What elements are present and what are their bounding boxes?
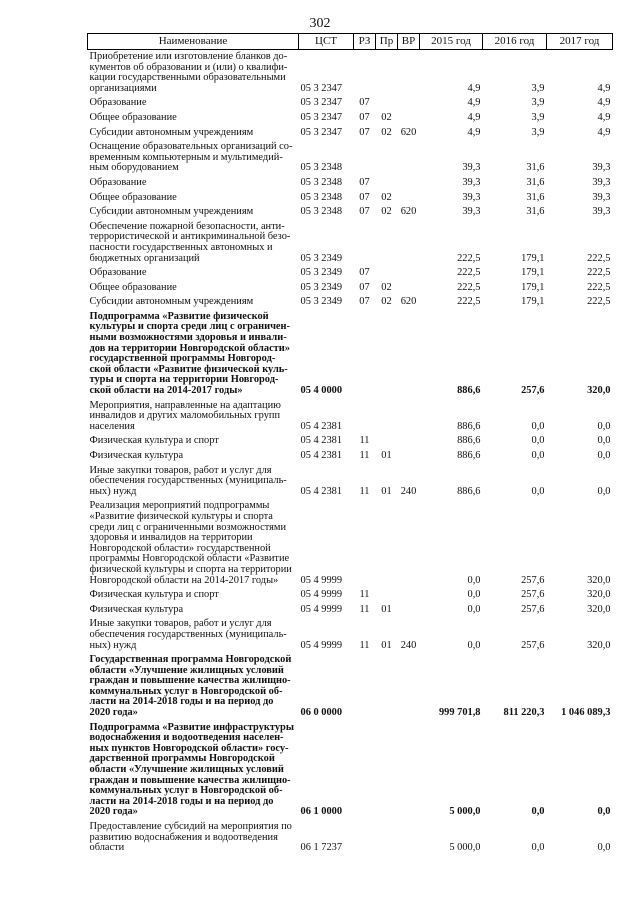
row-rz: 07 bbox=[359, 206, 370, 218]
row-2015: 222,5 bbox=[457, 252, 481, 264]
row-vr bbox=[398, 449, 420, 464]
row-pr bbox=[376, 176, 398, 191]
row-cst: 05 3 2349 bbox=[300, 252, 343, 264]
row-pr bbox=[376, 50, 398, 97]
row-2017: 0,0 bbox=[597, 842, 611, 854]
row-vr: 240 bbox=[400, 639, 417, 651]
row-2015: 222,5 bbox=[457, 281, 481, 293]
table-row bbox=[88, 191, 613, 206]
row-rz bbox=[354, 50, 376, 97]
row-2016: 811 220,3 bbox=[503, 707, 545, 719]
table-row bbox=[88, 126, 613, 141]
row-2016: 31,6 bbox=[526, 176, 545, 188]
table-row bbox=[88, 176, 613, 191]
row-2017: 1 046 089,3 bbox=[561, 707, 611, 719]
row-pr: 02 bbox=[381, 206, 392, 218]
row-2017: 320,0 bbox=[587, 385, 611, 397]
row-2017: 222,5 bbox=[587, 267, 611, 279]
row-pr bbox=[376, 653, 398, 721]
table-row bbox=[88, 449, 613, 464]
row-name: Образование bbox=[89, 267, 147, 279]
row-2015: 886,6 bbox=[457, 450, 481, 461]
row-2017: 0,0 bbox=[597, 435, 611, 447]
row-cst: 05 4 0000 bbox=[300, 385, 343, 397]
row-rz bbox=[354, 399, 376, 435]
row-vr bbox=[398, 434, 420, 449]
row-pr: 02 bbox=[381, 111, 392, 123]
row-name: Подпрограмма «Развитие физической культуры и спорта среди лиц с ограничен-ными возможностями здоровья и инвали-дов на территории Новгородской области» государственной программы Новгород-ской области «Развитие физической куль-туры и спорта на территории Новгород-ской области на 2014-2017 годы» bbox=[89, 310, 290, 397]
row-cst: 05 3 2348 bbox=[300, 191, 343, 203]
row-2017: 222,5 bbox=[587, 252, 611, 264]
row-rz: 11 bbox=[359, 589, 370, 601]
table-body bbox=[88, 50, 613, 856]
row-2016: 0,0 bbox=[531, 435, 545, 447]
row-2016: 257,6 bbox=[521, 589, 545, 601]
row-2016: 179,1 bbox=[521, 267, 545, 279]
page-number: 302 bbox=[309, 16, 331, 31]
row-rz: 07 bbox=[359, 126, 370, 138]
row-vr bbox=[398, 220, 420, 266]
row-rz: 07 bbox=[359, 296, 370, 308]
row-rz: 11 bbox=[359, 485, 370, 497]
row-cst: 05 3 2347 bbox=[300, 111, 343, 123]
row-vr: 240 bbox=[400, 485, 417, 497]
table-row bbox=[88, 205, 613, 220]
row-cst: 05 3 2347 bbox=[300, 126, 343, 138]
table-row bbox=[88, 266, 613, 281]
row-rz: 07 bbox=[359, 267, 370, 279]
row-rz: 07 bbox=[359, 191, 370, 203]
row-pr: 01 bbox=[381, 639, 392, 651]
row-2016: 0,0 bbox=[531, 842, 545, 854]
row-2016: 179,1 bbox=[521, 296, 545, 308]
row-rz: 11 bbox=[359, 450, 370, 461]
row-name: Физическая культура и спорт bbox=[89, 589, 219, 601]
row-name: Субсидии автономным учреждениям bbox=[89, 126, 254, 138]
row-2015: 39,3 bbox=[462, 162, 481, 174]
row-2016: 31,6 bbox=[526, 206, 545, 218]
row-pr: 01 bbox=[381, 485, 392, 497]
table-row bbox=[88, 653, 613, 721]
row-cst: 05 4 9999 bbox=[300, 574, 343, 586]
row-rz bbox=[354, 310, 376, 399]
row-2017: 4,9 bbox=[597, 97, 611, 109]
table-row bbox=[88, 499, 613, 588]
row-2017: 0,0 bbox=[597, 806, 611, 818]
row-vr bbox=[398, 399, 420, 435]
row-2016: 31,6 bbox=[526, 191, 545, 203]
row-cst: 05 4 9999 bbox=[300, 589, 343, 601]
row-vr bbox=[398, 653, 420, 721]
row-vr bbox=[398, 191, 420, 206]
row-vr bbox=[398, 266, 420, 281]
table-row bbox=[88, 140, 613, 176]
row-2015: 4,9 bbox=[467, 82, 481, 94]
row-vr bbox=[398, 281, 420, 296]
row-name: Общее образование bbox=[89, 191, 177, 203]
table-row bbox=[88, 96, 613, 111]
row-pr: 01 bbox=[381, 603, 392, 615]
row-2015: 39,3 bbox=[462, 191, 481, 203]
row-pr bbox=[376, 140, 398, 176]
row-2016: 3,9 bbox=[531, 97, 545, 109]
row-cst: 05 3 2348 bbox=[300, 206, 343, 218]
budget-table bbox=[87, 33, 613, 856]
row-2015: 4,9 bbox=[467, 111, 481, 123]
row-cst: 05 3 2348 bbox=[300, 176, 343, 188]
table-header-row bbox=[88, 34, 613, 50]
row-2016: 257,6 bbox=[521, 639, 545, 651]
row-2015: 39,3 bbox=[462, 206, 481, 218]
row-cst: 05 4 2381 bbox=[300, 485, 343, 497]
header-2017: 2017 год bbox=[547, 34, 613, 50]
row-pr: 01 bbox=[381, 450, 392, 461]
row-rz: 07 bbox=[359, 97, 370, 109]
row-pr bbox=[376, 820, 398, 856]
table-row bbox=[88, 464, 613, 500]
table-row bbox=[88, 50, 613, 97]
row-cst: 05 3 2349 bbox=[300, 296, 343, 308]
row-2016: 179,1 bbox=[521, 281, 545, 293]
row-2016: 31,6 bbox=[526, 162, 545, 174]
row-cst: 05 4 2381 bbox=[300, 435, 343, 447]
row-name: Приобретение или изготовление бланков до-кументов об образовании и (или) о квалифи-кации государственными образовательными организациями bbox=[89, 51, 288, 94]
row-2017: 0,0 bbox=[597, 420, 611, 432]
row-2017: 39,3 bbox=[592, 162, 611, 174]
row-2017: 222,5 bbox=[587, 296, 611, 308]
row-2017: 4,9 bbox=[597, 126, 611, 138]
row-name: Подпрограмма «Развитие инфраструктуры водоснабжения и водоотведения населен-ных пунктов Новгородской области» госу-дарственной программы Новгородской области «Улучшение жилищных условий граждан и повышение качества жилищно-коммунальных услуг в Новгородской об-ласти на 2014-2018 годы и на период до 2020 года» bbox=[89, 721, 294, 818]
table-row bbox=[88, 588, 613, 603]
row-vr bbox=[398, 176, 420, 191]
table-row bbox=[88, 399, 613, 435]
table-row bbox=[88, 220, 613, 266]
table-row bbox=[88, 310, 613, 399]
row-cst: 06 0 0000 bbox=[300, 707, 343, 719]
row-vr: 620 bbox=[400, 126, 417, 138]
row-2015: 886,6 bbox=[457, 420, 481, 432]
row-rz bbox=[354, 820, 376, 856]
row-2017: 4,9 bbox=[597, 82, 611, 94]
row-pr bbox=[376, 399, 398, 435]
row-2015: 0,0 bbox=[467, 639, 481, 651]
row-name: Государственная программа Новгородской области «Улучшение жилищных условий граждан и повышение качества жилищно-коммунальных услуг в Новгородской об-ласти на 2014-2018 годы и на период до 2020 года» bbox=[89, 654, 292, 719]
row-name: Иные закупки товаров, работ и услуг для обеспечения государственных (муниципаль-ных) нужд bbox=[89, 464, 287, 497]
row-cst: 05 3 2347 bbox=[300, 97, 343, 109]
table-row bbox=[88, 617, 613, 653]
row-cst: 05 3 2347 bbox=[300, 82, 343, 94]
row-2016: 257,6 bbox=[521, 574, 545, 586]
row-rz bbox=[354, 653, 376, 721]
row-2015: 886,6 bbox=[457, 435, 481, 447]
row-rz: 11 bbox=[359, 603, 370, 615]
row-2017: 0,0 bbox=[597, 450, 611, 461]
row-name: Физическая культура bbox=[89, 603, 184, 615]
row-2017: 222,5 bbox=[587, 281, 611, 293]
row-rz bbox=[354, 220, 376, 266]
table-row bbox=[88, 111, 613, 126]
row-name: Образование bbox=[89, 97, 147, 109]
row-vr bbox=[398, 111, 420, 126]
row-pr: 02 bbox=[381, 126, 392, 138]
row-2015: 222,5 bbox=[457, 296, 481, 308]
row-name: Оснащение образовательных организаций со-временным компьютерным и мультимедий-ным оборудованием bbox=[89, 141, 293, 174]
table-row bbox=[88, 281, 613, 296]
row-pr bbox=[376, 499, 398, 588]
row-2017: 39,3 bbox=[592, 176, 611, 188]
row-pr bbox=[376, 266, 398, 281]
row-2015: 222,5 bbox=[457, 267, 481, 279]
row-2017: 320,0 bbox=[587, 589, 611, 601]
row-vr bbox=[398, 140, 420, 176]
row-pr bbox=[376, 434, 398, 449]
header-2016: 2016 год bbox=[483, 34, 547, 50]
row-cst: 05 3 2349 bbox=[300, 267, 343, 279]
row-vr bbox=[398, 588, 420, 603]
row-2016: 3,9 bbox=[531, 82, 545, 94]
row-2017: 39,3 bbox=[592, 191, 611, 203]
row-rz bbox=[354, 499, 376, 588]
row-vr bbox=[398, 310, 420, 399]
row-vr bbox=[398, 820, 420, 856]
row-2017: 4,9 bbox=[597, 111, 611, 123]
row-pr bbox=[376, 721, 398, 820]
row-2016: 179,1 bbox=[521, 252, 545, 264]
row-2015: 0,0 bbox=[467, 603, 481, 615]
header-vr: ВР bbox=[398, 34, 420, 50]
row-name: Иные закупки товаров, работ и услуг для обеспечения государственных (муниципаль-ных) нужд bbox=[89, 618, 287, 651]
row-cst: 06 1 0000 bbox=[300, 806, 343, 818]
row-2017: 39,3 bbox=[592, 206, 611, 218]
row-rz: 07 bbox=[359, 176, 370, 188]
row-2016: 3,9 bbox=[531, 126, 545, 138]
row-2016: 0,0 bbox=[531, 450, 545, 461]
row-2017: 320,0 bbox=[587, 639, 611, 651]
row-2015: 886,6 bbox=[457, 385, 481, 397]
row-name: Субсидии автономным учреждениям bbox=[89, 206, 254, 218]
row-vr bbox=[398, 721, 420, 820]
row-2015: 0,0 bbox=[467, 574, 481, 586]
row-cst: 05 3 2349 bbox=[300, 281, 343, 293]
row-pr bbox=[376, 96, 398, 111]
row-pr bbox=[376, 588, 398, 603]
row-name: Субсидии автономным учреждениям bbox=[89, 296, 254, 308]
table-row bbox=[88, 295, 613, 310]
row-name: Реализация мероприятий подпрограммы «Развитие физической культуры и спорта среди лиц с ограниченными возможностями здоровья и инвалидов на территории Новгородской области» государственной программы Новгородской области «Развитие физической культуры и спорта на территории Новгородской области на 2014-2017 годы» bbox=[89, 500, 292, 586]
row-cst: 05 4 9999 bbox=[300, 639, 343, 651]
header-name: Наименование bbox=[88, 34, 299, 50]
row-2017: 320,0 bbox=[587, 574, 611, 586]
row-2016: 0,0 bbox=[531, 485, 545, 497]
row-pr: 02 bbox=[381, 191, 392, 203]
row-cst: 05 3 2348 bbox=[300, 162, 343, 174]
row-name: Образование bbox=[89, 176, 147, 188]
row-pr bbox=[376, 220, 398, 266]
row-name: Обеспечение пожарной безопасности, анти-террористической и антикриминальной безо-пасности государственных автономных и бюджетных организаций bbox=[89, 220, 291, 264]
row-pr: 02 bbox=[381, 296, 392, 308]
row-2015: 5 000,0 bbox=[449, 806, 481, 818]
row-2015: 4,9 bbox=[467, 126, 481, 138]
row-pr bbox=[376, 310, 398, 399]
header-pr: Пр bbox=[376, 34, 398, 50]
row-2015: 5 000,0 bbox=[449, 842, 481, 854]
row-2016: 3,9 bbox=[531, 111, 545, 123]
row-2015: 886,6 bbox=[457, 485, 481, 497]
row-name: Общее образование bbox=[89, 281, 177, 293]
row-vr bbox=[398, 499, 420, 588]
row-2016: 0,0 bbox=[531, 806, 545, 818]
row-name: Физическая культура bbox=[89, 450, 184, 461]
row-vr bbox=[398, 96, 420, 111]
row-2016: 257,6 bbox=[521, 385, 545, 397]
row-2015: 4,9 bbox=[467, 97, 481, 109]
row-2017: 0,0 bbox=[597, 485, 611, 497]
row-cst: 05 4 2381 bbox=[300, 420, 343, 432]
row-name: Мероприятия, направленные на адаптацию инвалидов и других маломобильных групп населения bbox=[89, 399, 281, 432]
row-name: Физическая культура и спорт bbox=[89, 435, 219, 447]
row-rz: 07 bbox=[359, 281, 370, 293]
row-cst: 05 4 2381 bbox=[300, 450, 343, 461]
row-2015: 0,0 bbox=[467, 589, 481, 601]
header-cst: ЦСТ bbox=[299, 34, 354, 50]
table-row bbox=[88, 603, 613, 618]
row-pr: 02 bbox=[381, 281, 392, 293]
row-vr bbox=[398, 50, 420, 97]
row-vr: 620 bbox=[400, 206, 417, 218]
row-rz bbox=[354, 721, 376, 820]
row-name: Общее образование bbox=[89, 111, 177, 123]
row-2017: 320,0 bbox=[587, 603, 611, 615]
row-rz: 07 bbox=[359, 111, 370, 123]
table-row bbox=[88, 434, 613, 449]
row-2016: 257,6 bbox=[521, 603, 545, 615]
row-2015: 39,3 bbox=[462, 176, 481, 188]
row-vr: 620 bbox=[400, 296, 417, 308]
row-vr bbox=[398, 603, 420, 618]
header-2015: 2015 год bbox=[420, 34, 483, 50]
row-name: Предоставление субсидий на мероприятия по развитию водоснабжения и водоотведения области bbox=[89, 821, 292, 854]
table-row bbox=[88, 820, 613, 856]
row-2016: 0,0 bbox=[531, 420, 545, 432]
row-2015: 999 701,8 bbox=[438, 707, 481, 719]
row-cst: 05 4 9999 bbox=[300, 603, 343, 615]
row-rz: 11 bbox=[359, 639, 370, 651]
row-rz bbox=[354, 140, 376, 176]
row-cst: 06 1 7237 bbox=[300, 842, 343, 854]
header-rz: РЗ bbox=[354, 34, 376, 50]
row-rz: 11 bbox=[359, 435, 370, 447]
table-row bbox=[88, 721, 613, 820]
